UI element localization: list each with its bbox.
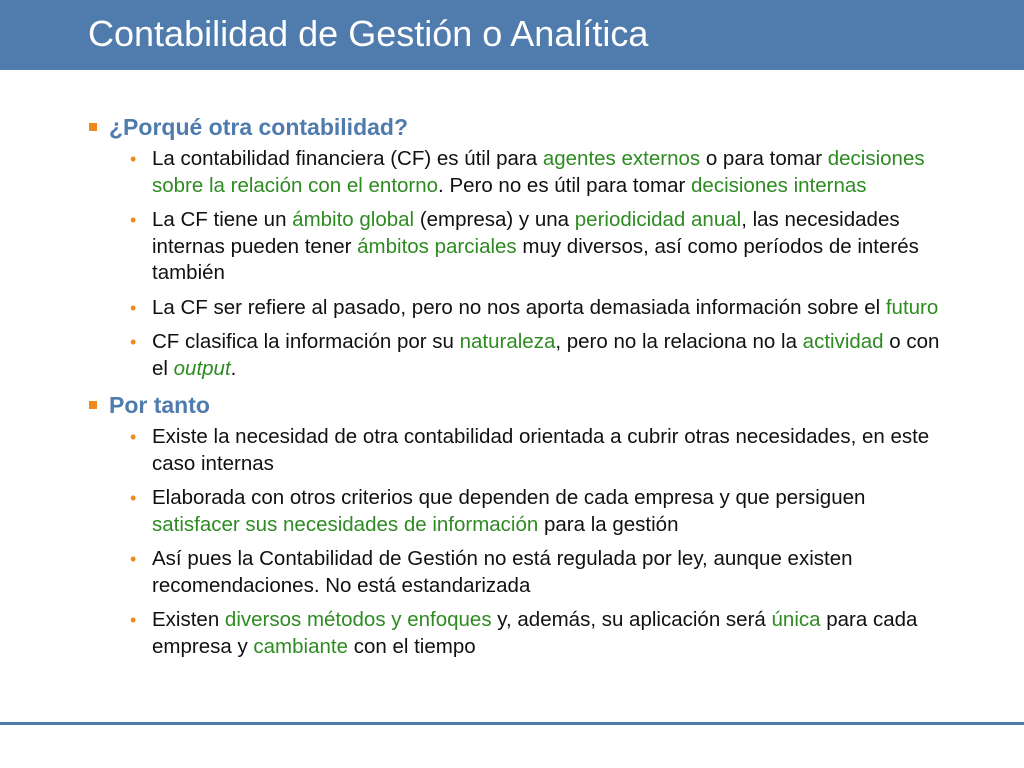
bullet-item bbox=[88, 329, 958, 382]
bullet-item bbox=[88, 607, 958, 660]
highlighted-term: decisiones sobre la relación con el entorno bbox=[152, 147, 925, 197]
bullet-text-run: Así pues la Contabilidad de Gestión no está regulada por ley, aunque existen recomendaciones. No está estandarizada bbox=[152, 547, 853, 597]
highlighted-term: naturaleza bbox=[459, 330, 556, 353]
highlighted-term: futuro bbox=[885, 295, 939, 319]
section-heading-text: ¿Porqué otra contabilidad? bbox=[109, 114, 409, 140]
bullet-text bbox=[152, 425, 929, 475]
bullet-item bbox=[88, 295, 958, 322]
bullet-text-run: La CF ser refiere al pasado, pero no nos aporta demasiada información sobre el bbox=[152, 295, 886, 319]
round-bullet-icon: • bbox=[130, 610, 137, 630]
section-porque bbox=[88, 112, 958, 382]
square-bullet-icon bbox=[89, 401, 97, 409]
bullet-text-run: o para tomar bbox=[700, 147, 828, 170]
bullet-text-run: . Pero no es útil para tomar bbox=[438, 173, 692, 197]
bullet-text-run: CF clasifica la información por su bbox=[152, 330, 460, 353]
section-heading bbox=[88, 112, 958, 142]
bullet-text bbox=[152, 608, 917, 658]
highlighted-term: cambiante bbox=[253, 634, 348, 658]
bullet-list bbox=[88, 424, 958, 660]
highlighted-term: ámbitos parciales bbox=[357, 234, 517, 258]
square-bullet-icon bbox=[89, 123, 97, 131]
round-bullet-icon: • bbox=[130, 149, 137, 169]
section-heading bbox=[88, 390, 958, 420]
round-bullet-icon: • bbox=[130, 549, 137, 569]
round-bullet-icon: • bbox=[130, 488, 137, 508]
bullet-text-run: . bbox=[230, 356, 237, 380]
highlighted-term: decisiones internas bbox=[691, 173, 867, 197]
round-bullet-icon: • bbox=[130, 332, 137, 352]
bullet-text bbox=[152, 147, 925, 197]
section-por-tanto bbox=[88, 390, 958, 660]
slide-content bbox=[88, 112, 958, 668]
bullet-text bbox=[152, 486, 865, 536]
bullet-text-run: (empresa) y una bbox=[414, 208, 575, 231]
bullet-text-run: con el tiempo bbox=[348, 634, 476, 658]
highlighted-term: output bbox=[173, 356, 231, 380]
bullet-text-run: Existe la necesidad de otra contabilidad orientada a cubrir otras necesidades, en este caso internas bbox=[152, 425, 930, 475]
bullet-text-run: La contabilidad financiera (CF) es útil para bbox=[152, 147, 543, 170]
bullet-text bbox=[152, 330, 939, 380]
bullet-list bbox=[88, 146, 958, 382]
slide-title: Contabilidad de Gestión o Analítica bbox=[88, 13, 649, 54]
bullet-text-run: y, además, su aplicación será bbox=[491, 608, 772, 631]
bullet-text-run: o con el bbox=[152, 330, 940, 380]
round-bullet-icon: • bbox=[130, 427, 137, 447]
bullet-text-run: , pero no la relaciona no la bbox=[555, 330, 803, 353]
bullet-text bbox=[152, 547, 853, 597]
bullet-item bbox=[88, 146, 958, 199]
bullet-item bbox=[88, 485, 958, 538]
bullet-text bbox=[152, 208, 919, 284]
bullet-text-run: muy diversos, así como períodos de interés también bbox=[152, 234, 919, 284]
bullet-item bbox=[88, 424, 958, 477]
round-bullet-icon: • bbox=[130, 297, 137, 318]
bullet-text-run: para cada empresa y bbox=[152, 608, 918, 658]
round-bullet-icon: • bbox=[130, 210, 137, 230]
bullet-item bbox=[88, 546, 958, 599]
section-heading-text: Por tanto bbox=[109, 392, 210, 418]
bullet-text-run: La CF tiene un bbox=[152, 208, 293, 231]
highlighted-term: actividad bbox=[802, 330, 884, 353]
bullet-text-run: Existen bbox=[152, 608, 225, 631]
highlighted-term: agentes externos bbox=[542, 147, 701, 170]
highlighted-term: periodicidad anual bbox=[574, 208, 742, 231]
bullet-text-run: , las necesidades internas pueden tener bbox=[152, 208, 900, 258]
bullet-text-run: para la gestión bbox=[538, 512, 679, 536]
bullet-text-run: Elaborada con otros criterios que dependen de cada empresa y que persiguen bbox=[152, 486, 866, 509]
bullet-item bbox=[88, 207, 958, 287]
highlighted-term: diversos métodos y enfoques bbox=[224, 608, 492, 631]
highlighted-term: satisfacer sus necesidades de información bbox=[152, 512, 539, 536]
highlighted-term: ámbito global bbox=[292, 208, 415, 231]
bottom-divider bbox=[0, 722, 1024, 725]
title-bar bbox=[0, 0, 1024, 70]
highlighted-term: única bbox=[771, 608, 821, 631]
bullet-text bbox=[152, 296, 938, 319]
